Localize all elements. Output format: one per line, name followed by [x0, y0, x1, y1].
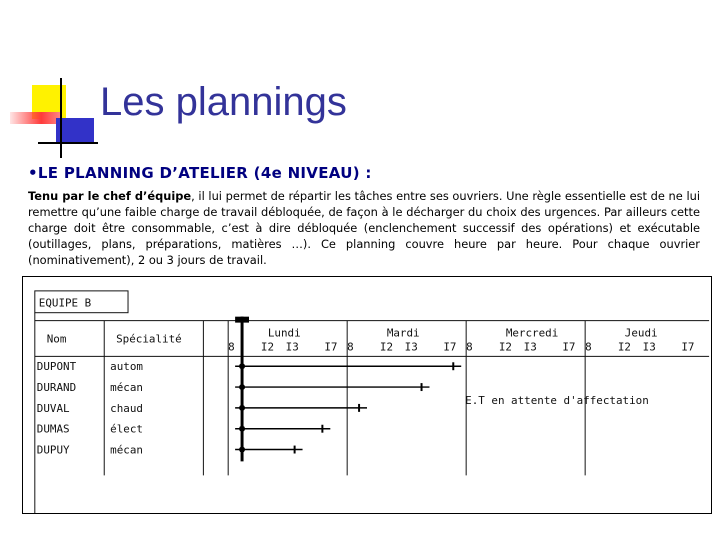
day-label: Mardi [386, 326, 420, 340]
slide-title: Les plannings [100, 80, 347, 124]
row-specialty: mécan [110, 443, 143, 457]
hour-label: I2 [617, 340, 631, 354]
hour-label: I3 [285, 340, 299, 354]
hour-label: I2 [498, 340, 513, 354]
team-label: EQUIPE B [38, 296, 92, 310]
planning-note: E.T en attente d'affectation [465, 393, 649, 407]
day-label: Lundi [267, 326, 301, 340]
row-name: DURAND [36, 381, 77, 395]
day-label: Mercredi [505, 326, 559, 340]
hour-label: I3 [642, 340, 656, 354]
section-heading [28, 164, 372, 182]
hour-label: 8 [228, 340, 235, 354]
col-specialty-header: Spécialité [116, 332, 182, 346]
hour-label: I2 [260, 340, 275, 354]
col-name-header: Nom [46, 332, 67, 346]
bullet: • [28, 164, 38, 182]
hour-label: I2 [379, 340, 394, 354]
row-specialty: mécan [110, 381, 143, 395]
hour-label: I7 [681, 340, 695, 354]
hour-label: I3 [523, 340, 537, 354]
hour-label: 8 [585, 340, 592, 354]
row-name: DUMAS [36, 422, 70, 436]
paragraph-text: , il lui permet de répartir les tâches entre ses ouvriers. Une règle essentielle est de ne lui remettre qu’une faible charge de travail débloquée, de façon à le décharger du choix des urgences. Par ailleurs cette charge doit être consommable, c’est à dire débloquée (enclenchement successif des opérations) et exécutable (outillages, plans, préparations, matières …). Ce planning couvre heure par heure. Pour chaque ouvrier (nominativement), 2 ou 3 jours de travail. [28, 189, 700, 267]
row-specialty: élect [110, 422, 143, 436]
title-decoration-vline [60, 78, 62, 158]
day-label: Jeudi [624, 326, 658, 340]
row-specialty: chaud [110, 401, 143, 415]
row-specialty: autom [110, 360, 143, 374]
cursor-head [235, 317, 249, 323]
hour-label: I7 [562, 340, 576, 354]
planning-chart [23, 277, 711, 513]
row-name: DUPUY [36, 443, 70, 457]
row-name: DUPONT [36, 360, 77, 374]
hour-label: I3 [404, 340, 418, 354]
section-heading-text: LE PLANNING D’ATELIER (4e NIVEAU) : [37, 164, 372, 182]
hour-label: 8 [466, 340, 473, 354]
title-decoration-red [10, 112, 62, 124]
paragraph-lead: Tenu par le chef d’équipe [28, 189, 192, 203]
planning-scan [22, 276, 712, 514]
body-paragraph [28, 188, 700, 268]
row-name: DUVAL [36, 401, 70, 415]
hour-label: 8 [347, 340, 354, 354]
hour-label: I7 [443, 340, 457, 354]
title-decoration-hline [38, 142, 98, 144]
hour-label: I7 [324, 340, 338, 354]
